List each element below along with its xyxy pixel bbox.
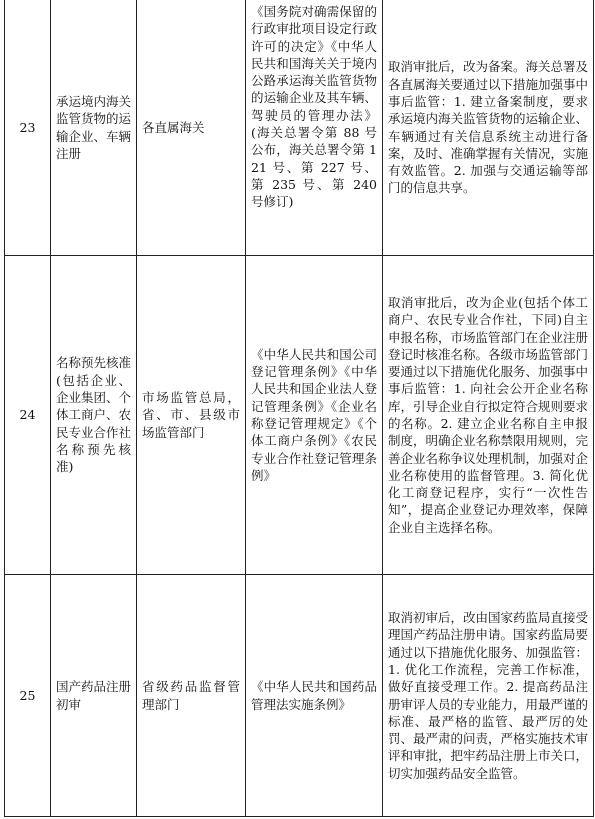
approval-item-name: 名称预先核准(包括企业、企业集团、个体工商户、农民专业合作社名称预先核准) — [51, 256, 137, 575]
supervision-measures: 取消初审后，改由国家药监局直接受理国产药品注册申请。国家药监局要通过以下措施优化服务、加强监管：1. 优化工作流程，完善工作标准，做好直接受理工作。2. 提高药品注册审评人员的专业能力，用最严谨的标准、最严格的监管、最严厉的处罚、最严肃的问责，严格实施技术审评和审批，把牢药品注册上市关口，切实加强药品安全监管。 — [383, 575, 594, 817]
approval-authority: 省级药品监督管理部门 — [137, 575, 246, 817]
supervision-measures: 取消审批后，改为备案。海关总署及各直属海关要通过以下措施加强事中事后监管：1. 建立备案制度，要求承运境内海关监管货物的运输企业、车辆通过有关信息系统主动进行备案，及时、准确掌握有关情况，实施有效监管。2. 加强与交通运输等部门的信息共享。 — [383, 0, 594, 256]
supervision-measures: 取消审批后，改为企业(包括个体工商户、农民专业合作社，下同)自主申报名称，市场监管部门在企业注册登记时核准名称。各级市场监管部门要通过以下措施优化服务、加强事中事后监管：1. 向社会公开企业名称库，引导企业自行拟定符合规则要求的名称。2. 建立企业名称自主申报制度，明确企业名称禁限用规则，完善企业名称争议处理机制，加强对企业名称使用的监督管理。3. 简化优化工商登记程序，实行“一次性告知”，提高企业登记办理效率，保障企业自主选择名称。 — [383, 256, 594, 575]
row-number: 24 — [5, 256, 51, 575]
approval-item-name: 承运境内海关监管货物的运输企业、车辆注册 — [51, 0, 137, 256]
approval-items-table — [4, 0, 594, 817]
legal-basis: 《中华人民共和国药品管理法实施条例》 — [246, 575, 383, 817]
approval-authority: 各直属海关 — [137, 0, 246, 256]
legal-basis: 《国务院对确需保留的行政审批项目设定行政许可的决定》《中华人民共和国海关关于境内公路承运海关监管货物的运输企业及其车辆、驾驶员的管理办法》(海关总署令第 88 号公布，海关总署令第 121 号、第 227 号、第 235 号、第 240 号修订) — [246, 0, 383, 256]
approval-item-name: 国产药品注册初审 — [51, 575, 137, 817]
row-number: 25 — [5, 575, 51, 817]
legal-basis: 《中华人民共和国公司登记管理条例》《中华人民共和国企业法人登记管理条例》《企业名称登记管理规定》《个体工商户条例》《农民专业合作社登记管理条例》 — [246, 256, 383, 575]
table-row — [5, 256, 594, 575]
row-number: 23 — [5, 0, 51, 256]
table-row — [5, 0, 594, 256]
table-row — [5, 575, 594, 817]
approval-authority: 市场监管总局，省、市、县级市场监管部门 — [137, 256, 246, 575]
